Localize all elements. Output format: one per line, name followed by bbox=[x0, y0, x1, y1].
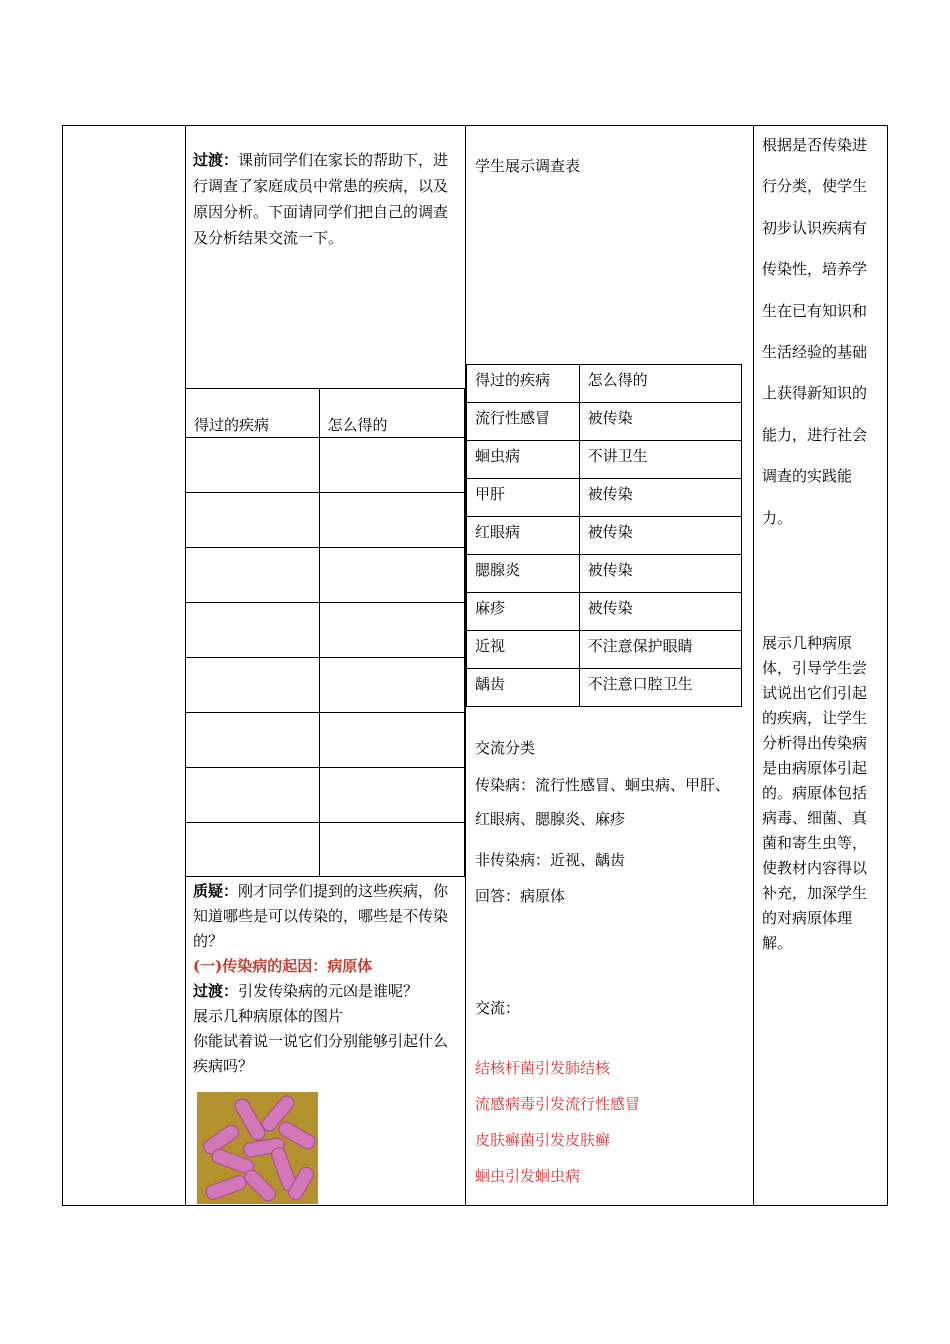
blank-cell[interactable] bbox=[186, 768, 320, 823]
intro-paragraph bbox=[193, 147, 453, 251]
infectious-list: 流行性感冒、蛔虫病、甲肝、红眼病、腮腺炎、麻疹 bbox=[475, 776, 731, 828]
blank-cell[interactable] bbox=[319, 438, 464, 493]
question-text: 刚才同学们提到的这些疾病，你知道哪些是可以传染的，哪些是不传染的？ bbox=[193, 882, 449, 950]
design-note-2 bbox=[762, 631, 886, 956]
intro-text: 课前同学们在家长的帮助下，进行调查了家庭成员中常患的疾病，以及原因分析。下面请同学们把自己的调查及分析结果交流一下。 bbox=[193, 151, 449, 247]
exchange-item: 结核杆菌引发肺结核 bbox=[475, 1059, 611, 1077]
column-divider-3 bbox=[753, 125, 754, 1206]
noninfectious-line bbox=[475, 847, 625, 873]
survey-cause-cell: 被传染 bbox=[579, 593, 741, 631]
exchange-label: 交流： bbox=[475, 999, 521, 1017]
note-line: 分析得出传染病 bbox=[762, 734, 868, 752]
note-line: 的对病原体理 bbox=[762, 909, 853, 927]
survey-cause-cell: 被传染 bbox=[579, 555, 741, 593]
note-line: 是由病原体引起 bbox=[762, 759, 868, 777]
blank-cell[interactable] bbox=[319, 603, 464, 658]
note-line: 病毒、细菌、真 bbox=[762, 809, 868, 827]
blank-cell[interactable] bbox=[186, 603, 320, 658]
survey-disease-cell: 龋齿 bbox=[467, 669, 580, 707]
note-line: 能力，进行社会 bbox=[762, 425, 868, 444]
note-line: 调查的实践能 bbox=[762, 467, 853, 486]
survey-cause-cell: 不讲卫生 bbox=[579, 441, 741, 479]
infectious-label: 传染病： bbox=[475, 776, 536, 794]
survey-cause-cell: 被传染 bbox=[579, 517, 741, 555]
blank-cell[interactable] bbox=[319, 823, 464, 877]
survey-disease-cell: 近视 bbox=[467, 631, 580, 669]
survey-title: 学生展示调查表 bbox=[475, 157, 581, 175]
intro-label: 过渡： bbox=[193, 151, 239, 169]
show-pathogen-line: 展示几种病原体的图片 bbox=[193, 1007, 344, 1025]
survey-cause-cell: 被传染 bbox=[579, 479, 741, 517]
blank-table-header-cause: 怎么得的 bbox=[319, 389, 464, 438]
blank-cell[interactable] bbox=[186, 438, 320, 493]
survey-cause-cell: 不注意保护眼睛 bbox=[579, 631, 741, 669]
survey-table bbox=[466, 364, 742, 707]
note-line: 的疾病，让学生 bbox=[762, 709, 868, 727]
blank-survey-table bbox=[185, 388, 465, 877]
blank-cell[interactable] bbox=[186, 493, 320, 548]
section-heading: (一)传染病的起因：病原体 bbox=[193, 957, 373, 975]
note-line: 的。病原体包括 bbox=[762, 784, 868, 802]
answer-line bbox=[475, 883, 565, 909]
survey-disease-cell: 红眼病 bbox=[467, 517, 580, 555]
survey-disease-cell: 甲肝 bbox=[467, 479, 580, 517]
note-line: 传染性，培养学 bbox=[762, 260, 868, 279]
answer-text: 病原体 bbox=[520, 887, 566, 905]
note-line: 补充，加深学生 bbox=[762, 884, 868, 902]
design-note-1 bbox=[762, 125, 886, 539]
note-line: 力。 bbox=[762, 508, 793, 527]
note-line: 生在已有知识和 bbox=[762, 301, 868, 320]
infectious-paragraph bbox=[475, 768, 745, 836]
note-line: 试说出它们引起 bbox=[762, 684, 868, 702]
noninfectious-label: 非传染病： bbox=[475, 851, 551, 869]
blank-cell[interactable] bbox=[186, 713, 320, 768]
survey-header-cause: 怎么得的 bbox=[579, 365, 741, 403]
note-line: 根据是否传染进 bbox=[762, 136, 868, 154]
survey-disease-cell: 流行性感冒 bbox=[467, 403, 580, 441]
question-label: 质疑： bbox=[193, 882, 239, 900]
transition-label: 过渡： bbox=[193, 982, 239, 1000]
question-paragraph bbox=[193, 879, 455, 1079]
blank-cell[interactable] bbox=[186, 658, 320, 713]
exchange-item: 流感病毒引发流行性感冒 bbox=[475, 1095, 641, 1113]
blank-table-header-disease: 得过的疾病 bbox=[186, 389, 320, 438]
blank-cell[interactable] bbox=[319, 548, 464, 603]
blank-cell[interactable] bbox=[319, 768, 464, 823]
survey-cause-cell: 不注意口腔卫生 bbox=[579, 669, 741, 707]
note-line: 上获得新知识的 bbox=[762, 384, 868, 403]
answer-label: 回答： bbox=[475, 887, 521, 905]
blank-cell[interactable] bbox=[319, 493, 464, 548]
bacteria-image bbox=[197, 1092, 318, 1204]
exchange-item: 蛔虫引发蛔虫病 bbox=[475, 1167, 581, 1185]
survey-cause-cell: 被传染 bbox=[579, 403, 741, 441]
blank-cell[interactable] bbox=[319, 713, 464, 768]
survey-header-disease: 得过的疾病 bbox=[467, 365, 580, 403]
ask-line: 你能试着说一说它们分别能够引起什么疾病吗？ bbox=[193, 1032, 449, 1075]
note-line: 使教材内容得以 bbox=[762, 859, 868, 877]
note-line: 体，引导学生尝 bbox=[762, 659, 868, 677]
note-line: 展示几种病原 bbox=[762, 634, 853, 652]
note-line: 生活经验的基础 bbox=[762, 343, 868, 362]
note-line: 解。 bbox=[762, 934, 793, 952]
blank-cell[interactable] bbox=[186, 548, 320, 603]
blank-cell[interactable] bbox=[319, 658, 464, 713]
note-line: 初步认识疾病有 bbox=[762, 218, 868, 237]
survey-disease-cell: 蛔虫病 bbox=[467, 441, 580, 479]
note-line: 行分类，使学生 bbox=[762, 177, 868, 196]
noninfectious-list: 近视、龋齿 bbox=[550, 851, 626, 869]
transition-text: 引发传染病的元凶是谁呢？ bbox=[238, 982, 419, 1000]
survey-disease-cell: 腮腺炎 bbox=[467, 555, 580, 593]
blank-cell[interactable] bbox=[186, 823, 320, 877]
exchange-item: 皮肤癣菌引发皮肤癣 bbox=[475, 1131, 611, 1149]
classify-title: 交流分类 bbox=[475, 739, 536, 757]
survey-disease-cell: 麻疹 bbox=[467, 593, 580, 631]
note-line: 菌和寄生虫等， bbox=[762, 834, 868, 852]
